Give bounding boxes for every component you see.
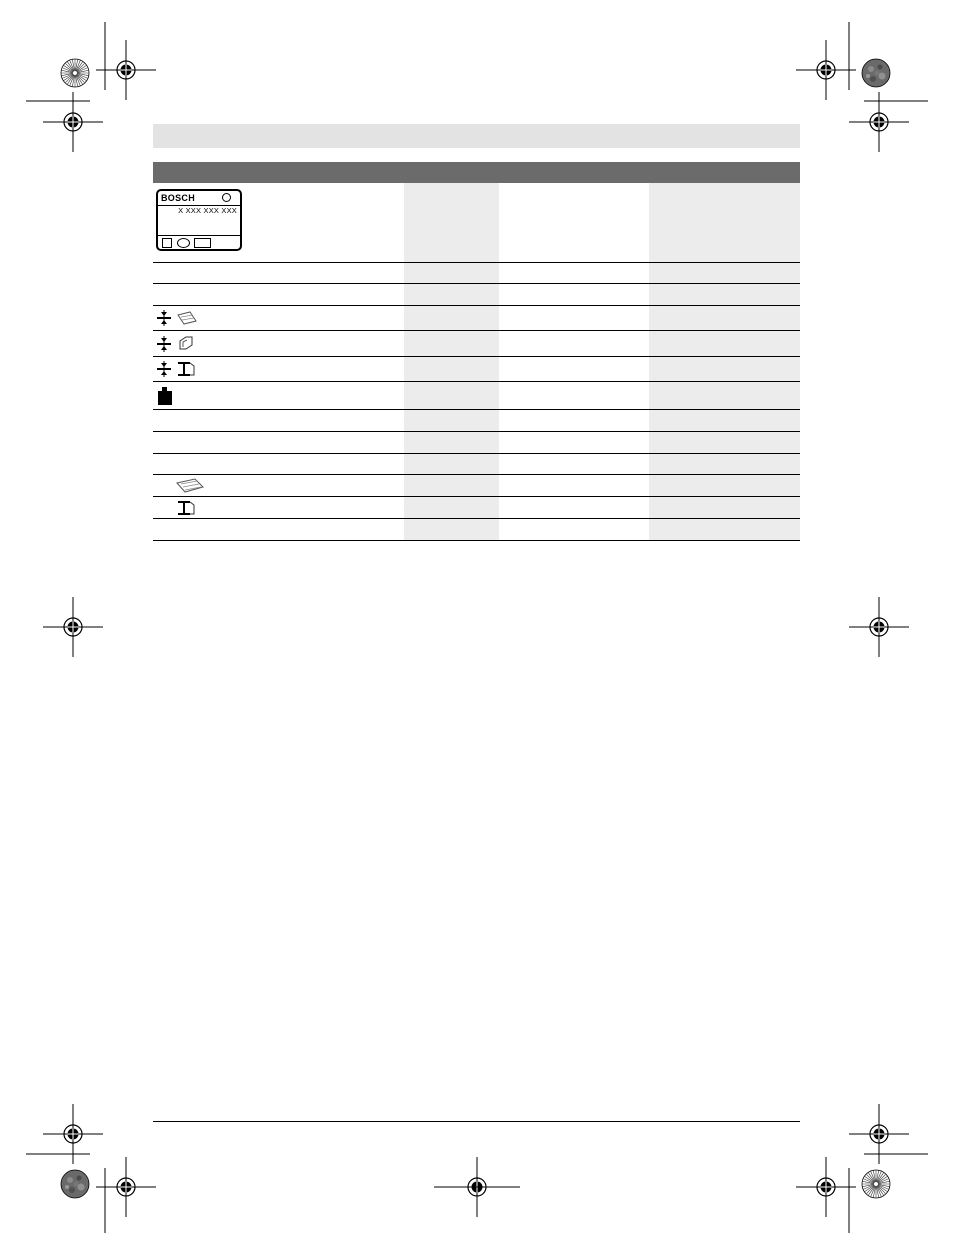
nameplate-number: X XXX XXX XXX	[178, 206, 237, 215]
registration-mark-icon	[796, 1157, 856, 1217]
color-wheel-icon	[61, 1170, 89, 1198]
registration-mark-icon	[796, 40, 856, 100]
registration-mark-icon	[43, 597, 103, 657]
color-wheel-icon	[862, 1170, 890, 1198]
color-wheel-icon	[862, 59, 890, 87]
nameplate-brand: BOSCH	[161, 193, 196, 203]
registration-mark-icon	[849, 1104, 909, 1164]
registration-mark-icon	[849, 597, 909, 657]
registration-mark-icon	[43, 1104, 103, 1164]
color-wheel-icon	[61, 59, 89, 87]
